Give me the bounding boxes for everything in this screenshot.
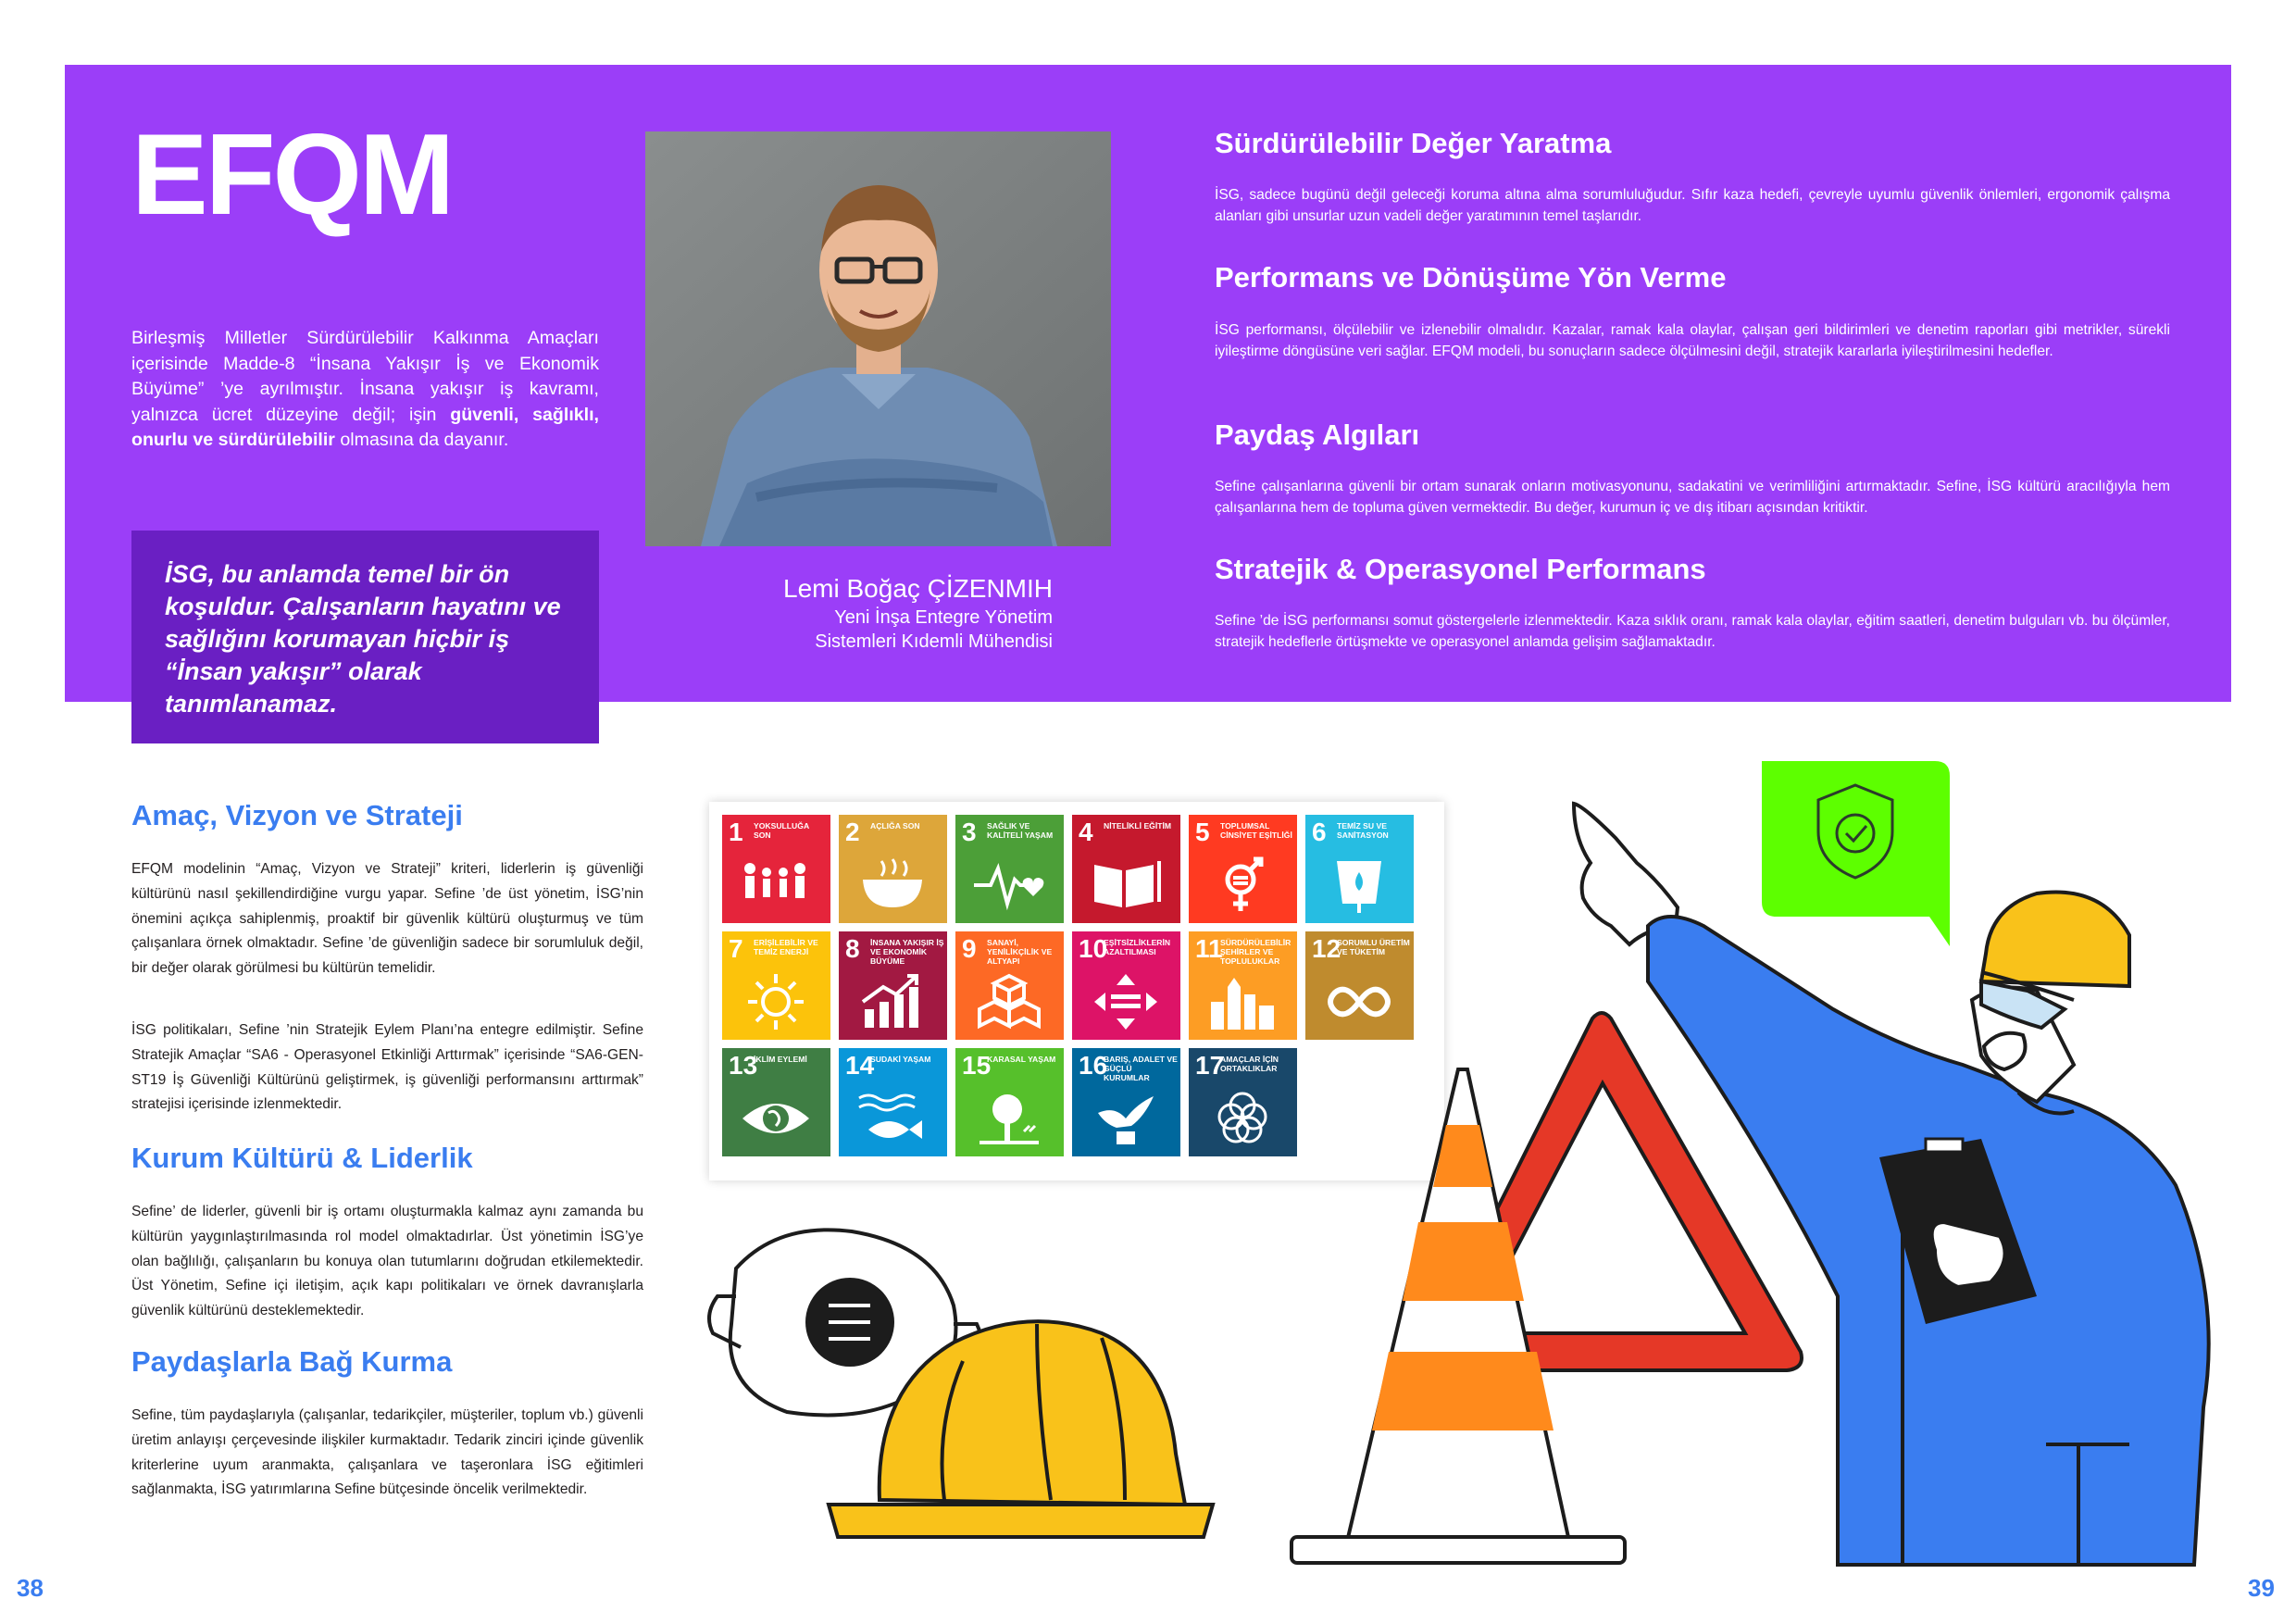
section-body-purpose: EFQM modelinin “Amaç, Vizyon ve Strateji” kriteri, liderlerin iş güvenliği kültürünü nasıl şekillendirdiğine vurgu yapar. Sefine ’de üst yönetim, İSG’nin önemini açıkça sahiplenmiş, proaktif bir güvenlik kültürü oluşturmuş ve tüm çalışanlara örnek olmaktadır. Sefine ’de güvenliğin sadece bir sorumluluk değil, bir değer olarak görülmesi bu kültürün temelidir. bbox=[131, 861, 643, 977]
sdg-label: İKLİM EYLEMİ bbox=[754, 1055, 807, 1064]
person-name: Lemi Boğaç ÇİZENMIH bbox=[783, 574, 1053, 603]
section-body-stakeholders: Sefine, tüm paydaşlarıyla (çalışanlar, tedarikçiler, müşteriler, toplum vb.) güvenli üretim anlayışı çerçevesinde ilişkiler kurmaktadır. Tedarik zinciri içinde güvenlik kriterlerine uyum aranmakta, çalışanlara ve taşeronlara İSG eğitimleri sağlanmakta, İSG yatırımlarına Sefine bütçesinde öncelik verilmektedir. bbox=[131, 1407, 643, 1498]
sdg-number: 6 bbox=[1312, 818, 1327, 846]
quote-text: İSG, bu anlamda temel bir ön koşuldur. Çalışanların hayatını ve sağlığını korumayan hiçbir iş “İnsan yakışır” olarak tanımlanamaz. bbox=[165, 560, 561, 718]
section-title-performance: Performans ve Dönüşüme Yön Verme bbox=[1215, 261, 1727, 294]
sdg-label: SORUMLU ÜRETİM VE TÜKETİM bbox=[1337, 938, 1410, 956]
sdg-label: BARIŞ, ADALET VE GÜÇLÜ KURUMLAR bbox=[1104, 1055, 1178, 1082]
sdg-number: 2 bbox=[845, 818, 860, 846]
sdg-label: NİTELİKLİ EĞİTİM bbox=[1104, 821, 1172, 831]
sdg-label: ERİŞİLEBİLİR VE TEMİZ ENERJİ bbox=[754, 938, 818, 956]
sdg-number: 9 bbox=[962, 934, 977, 963]
intro-text: Birleşmiş Milletler Sürdürülebilir Kalkınma Amaçları içerisinde Madde-8 “İnsana Yakışır İş ve Ekonomik Büyüme” ’ye ayrılmıştır. İnsana yakışır iş kavramı, yalnızca ücret düzeyine değil; işin bbox=[131, 328, 599, 425]
sdg-number: 11 bbox=[1195, 934, 1223, 963]
section-body-culture: Sefine’ de liderler, güvenli bir iş ortamı oluşturmakla kalmaz aynı zamanda bu kültürün yaygınlaştırılmasında rol model olmaktadırlar. Üst yönetimin İSG’ye olan bağlılığı, çalışanların bu konuya olan tutumlarını doğrudan etkilemektedir. Üst Yönetim, Sefine içi iletişim, açık kapı politikaları ve örnek davranışlarla güvenlik kültürünü desteklemektedir. bbox=[131, 1204, 643, 1319]
sdg-label: YOKSULLUĞA SON bbox=[754, 821, 809, 840]
section-body-purpose-2: İSG politikaları, Sefine ’nin Stratejik Eylem Planı’na entegre edilmiştir. Sefine Stratejik Amaçlar “SA6 - Operasyonel Etkinliği Arttırmak” içerisinde “SA6-GEN-ST19 İş Güvenliği Kültürünü geliştirmek, iş güvenliği performansını arttırmak” stratejisi içerisinde izlenmektedir. bbox=[131, 1022, 643, 1113]
sdg-number: 4 bbox=[1079, 818, 1093, 846]
sdg-number: 13 bbox=[729, 1051, 758, 1080]
sdg-label: TOPLUMSAL CİNSİYET EŞİTLİĞİ bbox=[1220, 821, 1292, 840]
person-role-line-1: Yeni İnşa Entegre Yönetim bbox=[834, 607, 1053, 628]
sdg-label: SÜRDÜRÜLEBİLİR ŞEHİRLER VE TOPLULUKLAR bbox=[1220, 938, 1292, 966]
sdg-label: SUDAKİ YAŞAM bbox=[870, 1055, 931, 1064]
section-title-sustainable-value: Sürdürülebilir Değer Yaratma bbox=[1215, 127, 1612, 159]
sdg-number: 5 bbox=[1195, 818, 1210, 846]
section-title-culture: Kurum Kültürü & Liderlik bbox=[131, 1142, 473, 1174]
sdg-number: 14 bbox=[845, 1051, 875, 1080]
section-body-strategic-performance: Sefine ’de İSG performansı somut göstergelerle izlenmektedir. Kaza sıklık oranı, ramak kala olaylar, eğitim saatleri, denetim bulguları vb. bu ölçümler, stratejik hedeflerle örtüşmekte ve operasyonel anlamda gelişim sağlamaktadır. bbox=[1215, 613, 2170, 650]
sdg-number: 15 bbox=[962, 1051, 992, 1080]
page-number-left: 38 bbox=[17, 1574, 44, 1602]
sdg-number: 12 bbox=[1312, 934, 1341, 963]
sdg-label: İNSANA YAKIŞIR İŞ VE EKONOMİK BÜYÜME bbox=[870, 938, 944, 966]
sdg-label: AÇLIĞA SON bbox=[870, 821, 920, 831]
section-title-stakeholder-perception: Paydaş Algıları bbox=[1215, 418, 1420, 451]
person-role-line-2: Sistemleri Kıdemli Mühendisi bbox=[815, 631, 1053, 652]
shield-check-icon bbox=[1762, 761, 1950, 946]
section-title-purpose: Amaç, Vizyon ve Strateji bbox=[131, 799, 463, 831]
page-number-right: 39 bbox=[2248, 1574, 2275, 1602]
sdg-label: AMAÇLAR İÇİN ORTAKLIKLAR bbox=[1220, 1055, 1279, 1073]
sdg-number: 17 bbox=[1195, 1051, 1225, 1080]
section-title-stakeholders: Paydaşlarla Bağ Kurma bbox=[131, 1345, 453, 1378]
sdg-label: EŞİTSİZLİKLERİN AZALTILMASI bbox=[1104, 938, 1171, 956]
section-title-strategic-performance: Stratejik & Operasyonel Performans bbox=[1215, 553, 1706, 585]
section-body-sustainable-value: İSG, sadece bugünü değil geleceği koruma altına alma sorumluluğudur. Sıfır kaza hedefi, çevreyle uyumlu güvenlik önlemleri, ergonomik çalışma alanları gibi unsurlar uzun vadeli değer yaratımının temel taşlarıdır. bbox=[1215, 187, 2170, 224]
sdg-label: KARASAL YAŞAM bbox=[987, 1055, 1056, 1064]
sdg-number: 3 bbox=[962, 818, 977, 846]
sdg-number: 16 bbox=[1079, 1051, 1108, 1080]
intro-text-end: olmasına da dayanır. bbox=[334, 430, 509, 451]
sdg-number: 1 bbox=[729, 818, 743, 846]
section-body-performance: İSG performansı, ölçülebilir ve izlenebilir olmalıdır. Kazalar, ramak kala olaylar, çalışan geri bildirimleri ve denetim raporları gibi metrikler, sürekli iyileştirme döngüsüne veri sağlar. EFQM modeli, bu sonuçların sadece ölçülmesini değil, stratejik kararlarla iyileştirilmesini hedefler. bbox=[1215, 322, 2170, 359]
intro-bold-text: güvenli, sağlıklı, onurlu ve sürdürülebilir bbox=[131, 404, 599, 451]
sdg-number: 10 bbox=[1079, 934, 1108, 963]
sdg-label: SANAYİ, YENİLİKÇİLİK VE ALTYAPI bbox=[987, 938, 1053, 966]
sdg-label: SAĞLIK VE KALİTELİ YAŞAM bbox=[987, 821, 1054, 840]
sdg-number: 8 bbox=[845, 934, 860, 963]
section-body-stakeholder-perception: Sefine çalışanlarına güvenli bir ortam sunarak onların motivasyonunu, sadakatini ve verimliliğini artırmaktadır. Sefine, İSG kültürü aracılığıyla hem çalışanlarına hem de topluma güven vermektedir. Bu değer, kurumun iç ve dış itibarı açısından kritiktir. bbox=[1215, 479, 2170, 516]
sdg-number: 7 bbox=[729, 934, 743, 963]
sdg-label: TEMİZ SU VE SANİTASYON bbox=[1337, 821, 1389, 840]
page-title: EFQM bbox=[131, 111, 453, 239]
